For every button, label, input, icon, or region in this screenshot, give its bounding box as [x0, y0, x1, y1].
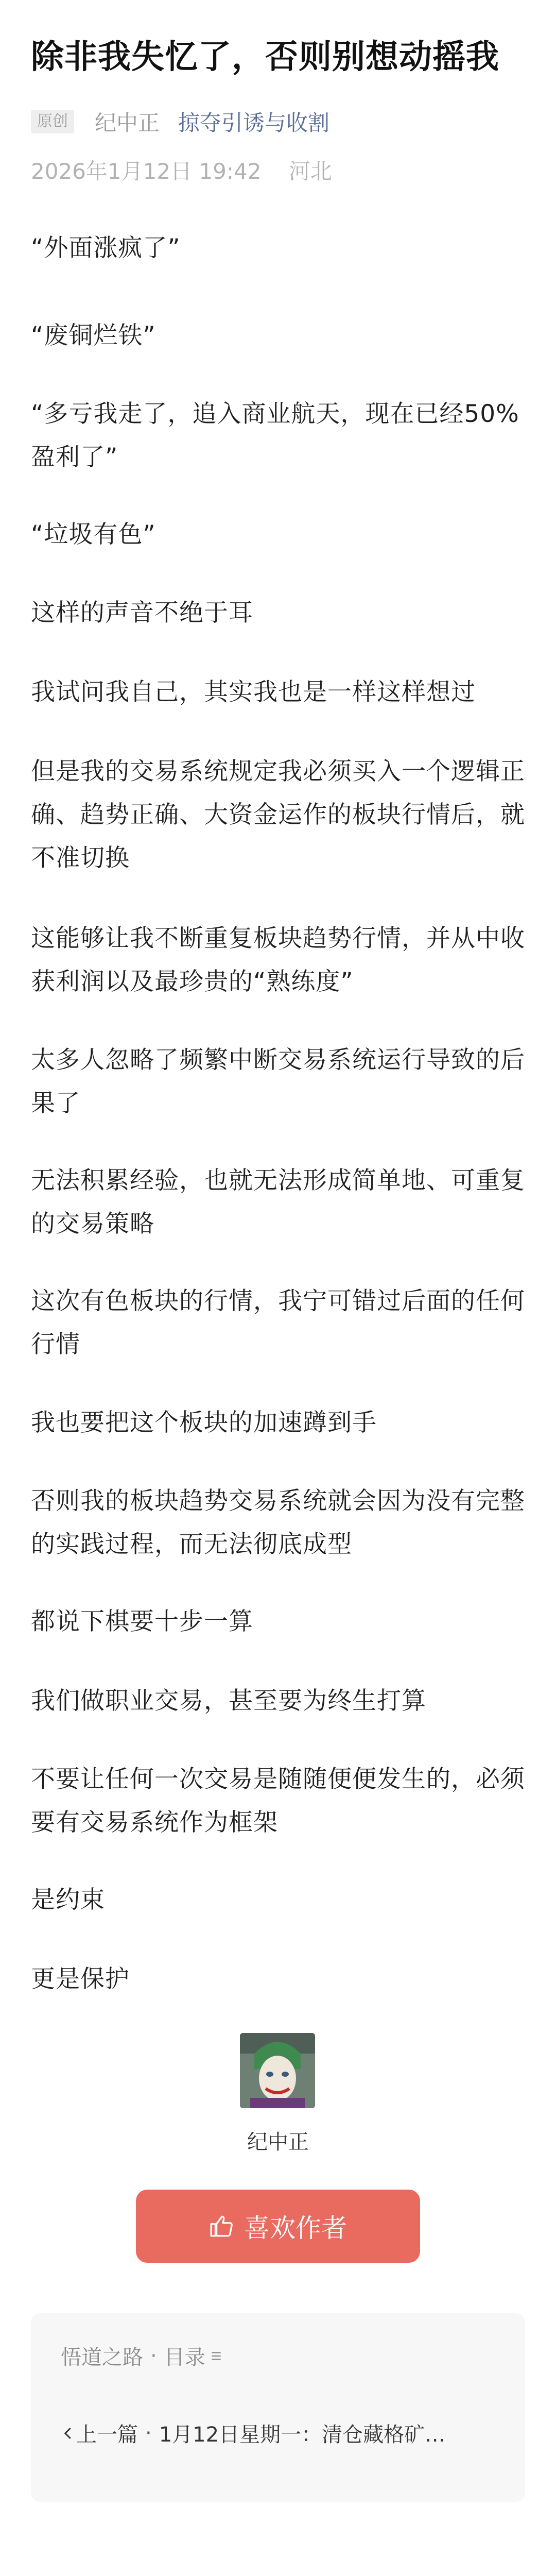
chevron-left-icon	[61, 2426, 76, 2441]
paragraph: 是约束	[31, 1886, 105, 1914]
original-badge: 原创	[31, 110, 74, 133]
paragraph: “垃圾有色”	[31, 520, 156, 549]
publish-info	[31, 155, 332, 185]
account-link[interactable]: 掠夺引诱与收割	[178, 110, 330, 135]
paragraph: 更是保护	[31, 1965, 130, 1993]
collection-card	[31, 2313, 525, 2502]
paragraph: 我试问我自己，其实我也是一样这样想过	[31, 678, 476, 706]
paragraph: 这样的声音不绝于耳	[31, 599, 253, 627]
author-link[interactable]: 纪中正	[95, 110, 160, 135]
author-avatar[interactable]	[240, 2033, 315, 2108]
collection-header: 悟道之路 · 目录	[61, 2341, 223, 2370]
like-author-label: 喜欢作者	[244, 2213, 347, 2243]
paragraph: 我们做职业交易，甚至要为终生打算	[31, 1687, 426, 1715]
thumbs-up-icon	[209, 2213, 235, 2239]
like-author-button[interactable]	[136, 2190, 420, 2263]
paragraph: 这能够让我不断重复板块趋势行情，并从中收获利润以及最珍贵的“熟练度”	[31, 924, 525, 996]
paragraph: 太多人忽略了频繁中断交易系统运行导致的后果了	[31, 1046, 525, 1117]
previous-title: 1月12日星期一：清仓藏格矿…	[159, 2423, 446, 2447]
author-card-name: 纪中正	[247, 2130, 309, 2154]
paragraph: 这次有色板块的行情，我宁可错过后面的任何行情	[31, 1287, 525, 1359]
paragraph: 不要让任何一次交易是随随便便发生的，必须要有交易系统作为框架	[31, 1765, 525, 1837]
collection-name[interactable]: 悟道之路	[61, 2346, 143, 2369]
paragraph: 但是我的交易系统规定我必须买入一个逻辑正确、趋势正确、大资金运作的板块行情后，就不准切换	[31, 757, 525, 872]
paragraph: 否则我的板块趋势交易系统就会因为没有完整的实践过程，而无法彻底成型	[31, 1487, 525, 1558]
previous-label: 上一篇	[76, 2423, 138, 2447]
publish-date: 2026年1月12日 19:42	[31, 159, 262, 184]
list-icon	[210, 2349, 223, 2363]
article-title: 除非我失忆了，否则别想动摇我	[31, 38, 499, 76]
paragraph: 我也要把这个板块的加速蹲到手	[31, 1409, 377, 1437]
paragraph: 都说下棋要十步一算	[31, 1607, 253, 1636]
paragraph: “多亏我走了，追入商业航天，现在已经50%盈利了”	[31, 400, 519, 471]
article-meta	[31, 106, 329, 137]
paragraph: “外面涨疯了”	[31, 234, 181, 262]
previous-article-link[interactable]: 上一篇 · 1月12日星期一：清仓藏格矿…	[61, 2418, 445, 2448]
paragraph: “废铜烂铁”	[31, 321, 156, 350]
publish-location: 河北	[288, 159, 332, 184]
paragraph: 无法积累经验，也就无法形成简单地、可重复的交易策略	[31, 1166, 525, 1238]
catalog-link[interactable]: 目录	[164, 2346, 205, 2369]
